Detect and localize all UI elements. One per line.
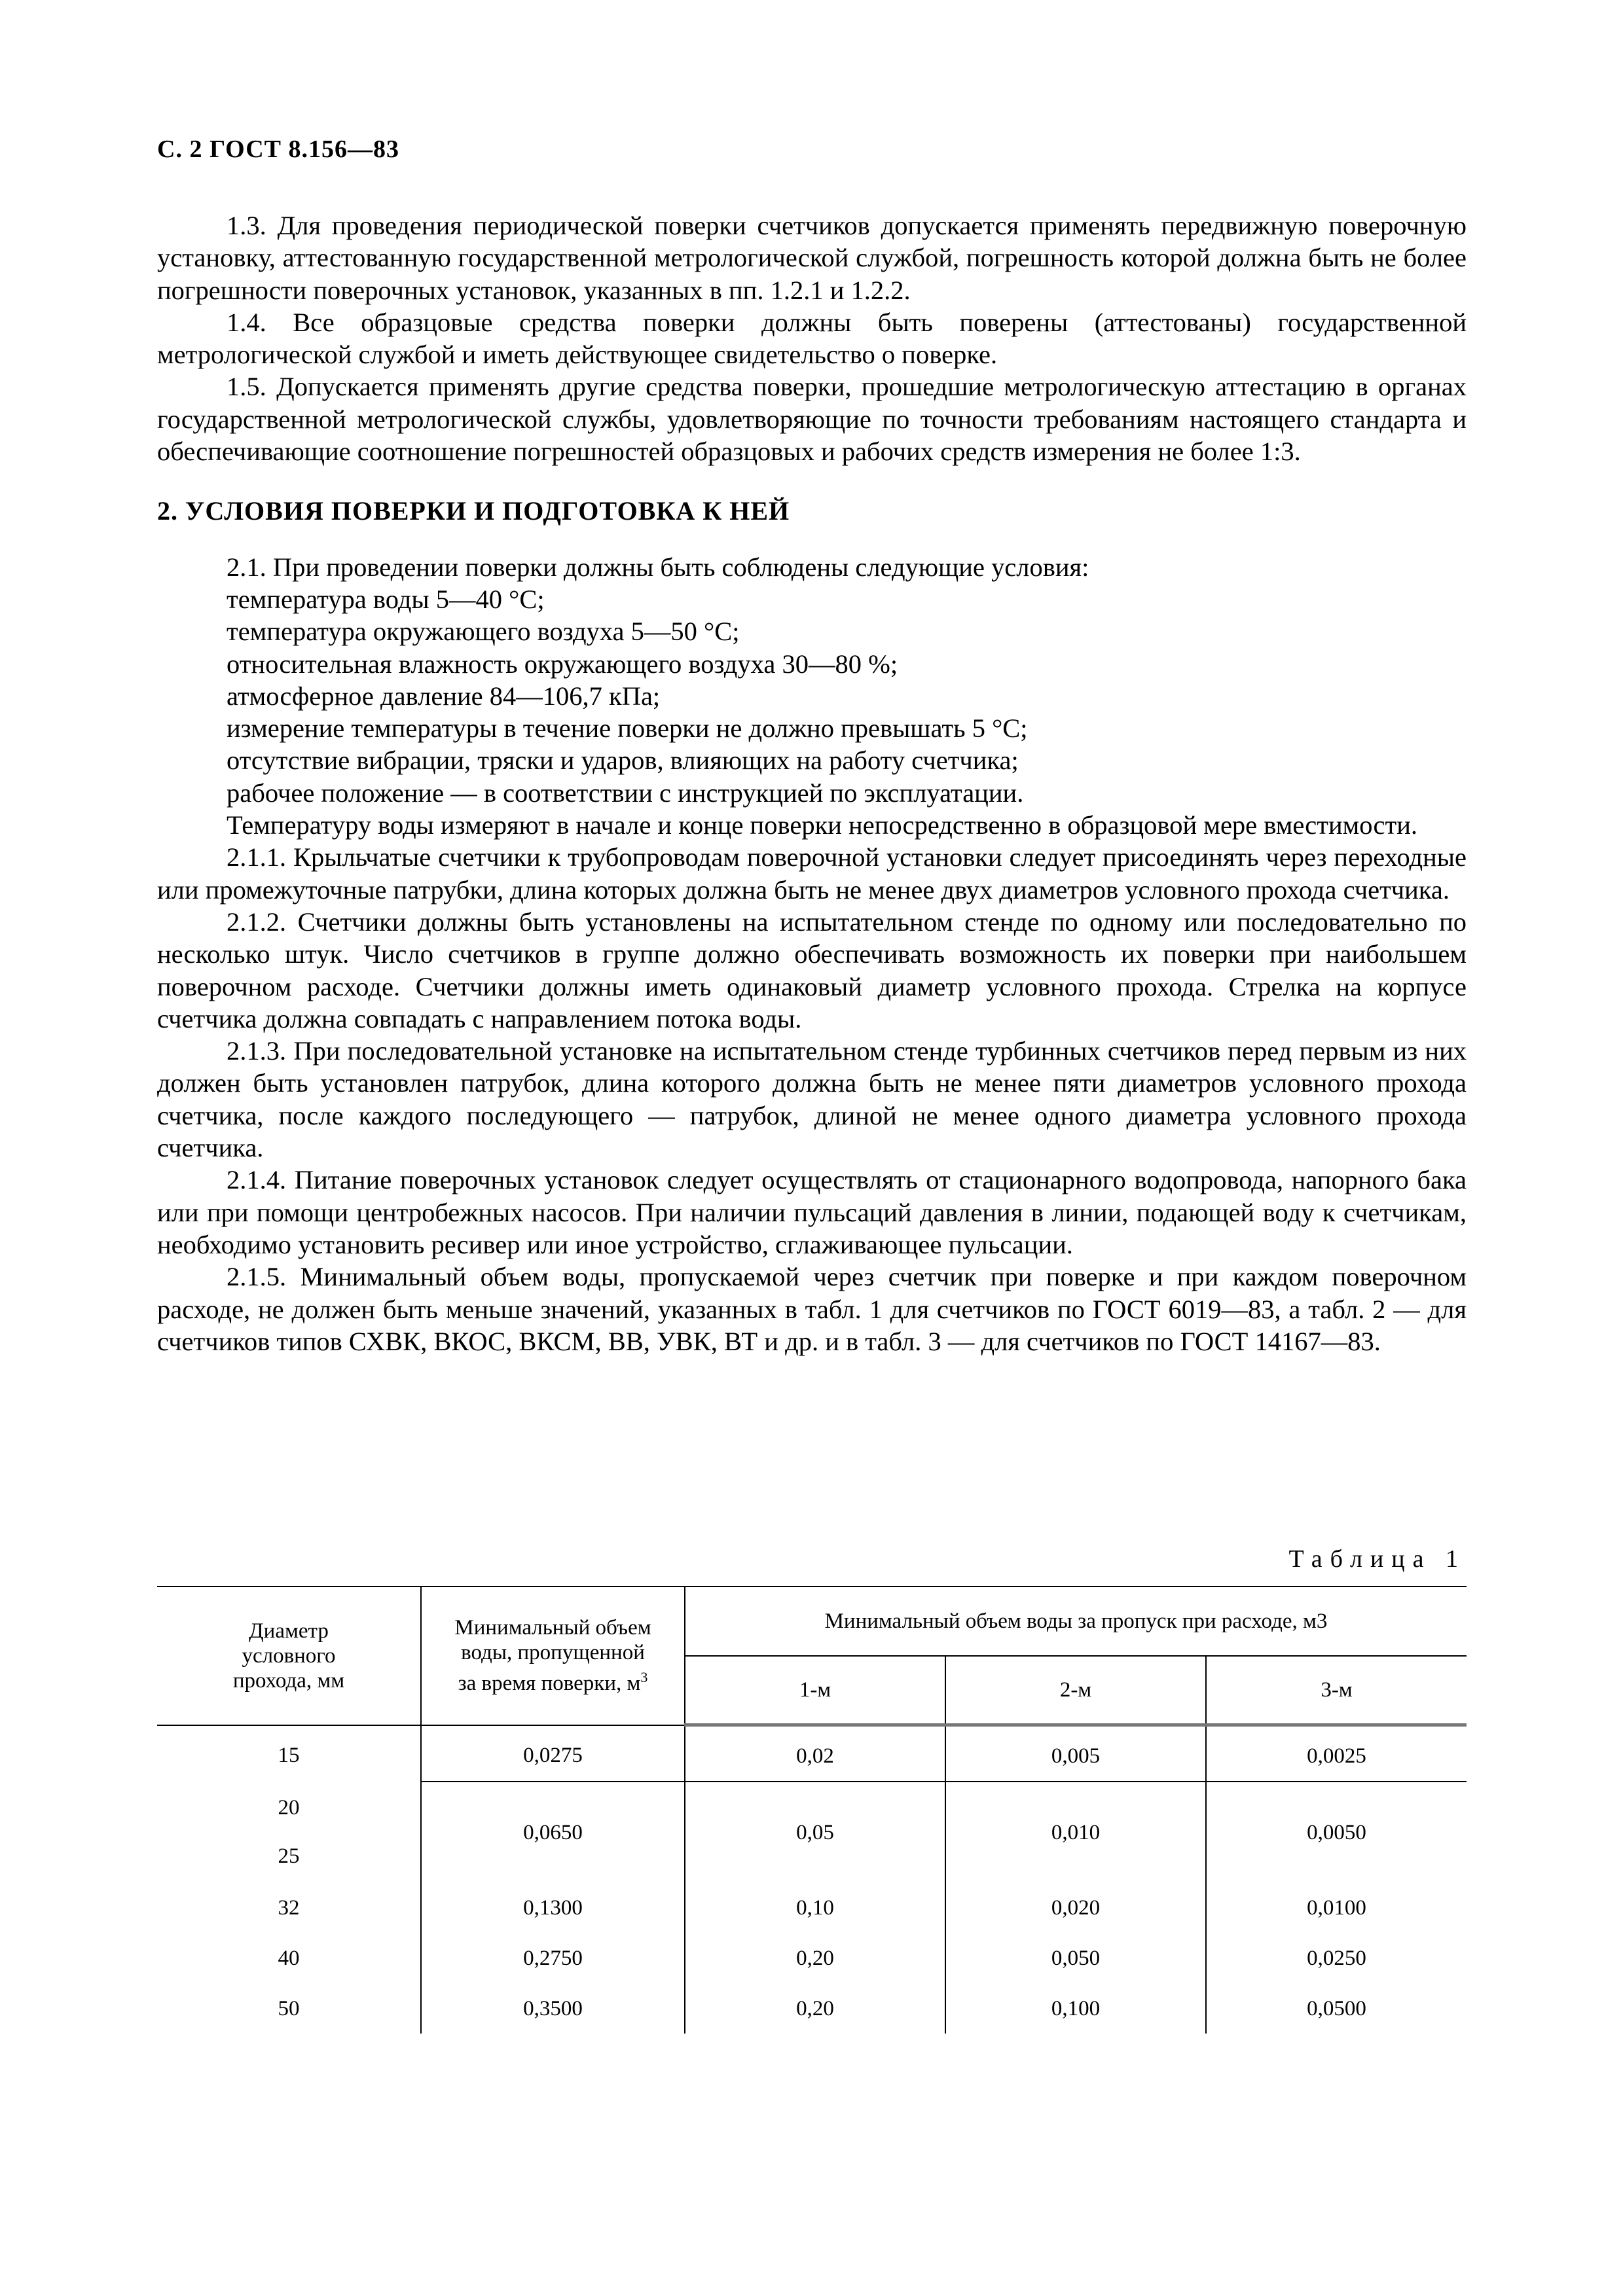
cell-rate-2: 0,020 <box>945 1882 1206 1933</box>
cell-rate-3: 0,0250 <box>1206 1933 1467 1983</box>
cell-diameter: 50 <box>278 1996 300 2020</box>
table-row <box>157 1725 1467 1782</box>
cell-min-volume: 0,1300 <box>421 1882 685 1933</box>
condition-item: атмосферное давление 84—106,7 кПа; <box>227 681 661 711</box>
header-min-volume-text: за время поверки, м <box>458 1672 641 1696</box>
header-diameter-label: Диаметр условного прохода, мм <box>232 1619 345 1693</box>
condition-item: относительная влажность окружающего воздуха 30—80 %; <box>227 649 898 679</box>
condition-item: отсутствие вибрации, тряски и ударов, влияющих на работу счетчика; <box>227 745 1019 776</box>
paragraph-2-1-4: 2.1.4. Питание поверочных установок следует осуществлять от стационарного водопровода, напорного бака или при помощи центробежных насосов. При наличии пульсаций давления в линии, подающей воду к счетчикам, необходимо установить ресивер или иное устройство, сглаживающее пульсации. <box>157 1165 1467 1259</box>
table-row <box>157 1782 1467 1882</box>
header-min-volume <box>421 1587 685 1725</box>
cell-min-volume: 0,2750 <box>421 1933 685 1983</box>
cell-rate-3: 0,0500 <box>1206 1983 1467 2034</box>
header-min-volume-line: Минимальный объем <box>454 1616 651 1640</box>
condition-item: температура воды 5—40 °С; <box>227 584 545 614</box>
table-row <box>157 1933 1467 1983</box>
table-row <box>157 1983 1467 2034</box>
header-per-pass: Минимальный объем воды за пропуск при расходе, м3 <box>685 1587 1467 1656</box>
paragraph-1-3: 1.3. Для проведения периодической поверки счетчиков допускается применять передвижную поверочную установку, аттестованную государственной метрологической службой, погрешность которой должна быть не более погрешности поверочных установок, указанных в пп. 1.2.1 и 1.2.2. <box>157 211 1467 305</box>
header-min-volume-sup: 3 <box>640 1669 648 1686</box>
header-min-volume-line <box>422 1665 684 1696</box>
header-rate-1: 1-м <box>685 1656 945 1725</box>
cell-diameter <box>157 1782 421 1882</box>
header-diameter <box>157 1587 421 1725</box>
cell-rate-2: 0,050 <box>945 1933 1206 1983</box>
paragraph-2-1-1: 2.1.1. Крыльчатые счетчики к трубопроводам поверочной установки следует присоединять через переходные или промежуточные патрубки, длина которых должна быть не менее двух диаметров условного прохода счетчика. <box>157 842 1467 905</box>
cell-rate-1: 0,10 <box>685 1882 945 1933</box>
page-header: С. 2 ГОСТ 8.156—83 <box>157 135 399 163</box>
header-rate-3: 3-м <box>1206 1656 1467 1725</box>
paragraph-1-4: 1.4. Все образцовые средства поверки должны быть поверены (аттестованы) государственной метрологической службой и иметь действующее свидетельство о поверке. <box>157 307 1467 370</box>
cell-rate-2: 0,100 <box>945 1983 1206 2034</box>
document-body <box>157 209 1467 1357</box>
cell-rate-1: 0,20 <box>685 1933 945 1983</box>
header-rate-2: 2-м <box>945 1656 1206 1725</box>
table-caption: Таблица 1 <box>1288 1545 1466 1573</box>
cell-diameter-value: 20 <box>278 1796 300 1820</box>
paragraph-2-1: 2.1. При проведении поверки должны быть соблюдены следующие условия: <box>227 552 1089 582</box>
cell-min-volume: 0,0650 <box>421 1782 685 1882</box>
cell-rate-3: 0,0100 <box>1206 1882 1467 1933</box>
cell-rate-2: 0,010 <box>945 1782 1206 1882</box>
cell-rate-1: 0,20 <box>685 1983 945 2034</box>
paragraph-water-temp: Температуру воды измеряют в начале и конце поверки непосредственно в образцовой мере вместимости. <box>227 810 1418 840</box>
cell-rate-1: 0,05 <box>685 1782 945 1882</box>
cell-rate-3: 0,0025 <box>1206 1725 1467 1782</box>
paragraph-2-1-2: 2.1.2. Счетчики должны быть установлены на испытательном стенде по одному или последовательно по несколько штук. Число счетчиков в группе должно обеспечивать возможность их поверки при наибольшем поверочном расходе. Счетчики должны иметь одинаковый диаметр условного прохода. Стрелка на корпусе счетчика должна совпадать с направлением потока воды. <box>157 906 1467 1033</box>
cell-diameter-value: 25 <box>278 1844 300 1868</box>
cell-min-volume: 0,3500 <box>421 1983 685 2034</box>
paragraph-2-1-5: 2.1.5. Минимальный объем воды, пропускаемой через счетчик при поверке и при каждом поверочном расходе, не должен быть меньше значений, указанных в табл. 1 для счетчиков по ГОСТ 6019—83, а табл. 2 — для счетчиков типов СХВК, ВКОС, ВКСМ, ВВ, УВК, ВТ и др. и в табл. 3 — для счетчиков по ГОСТ 14167—83. <box>157 1262 1467 1356</box>
condition-item: измерение температуры в течение поверки не должно превышать 5 °С; <box>227 713 1028 744</box>
cell-diameter: 32 <box>278 1895 300 1920</box>
cell-rate-2: 0,005 <box>945 1725 1206 1782</box>
cell-min-volume: 0,0275 <box>421 1725 685 1782</box>
table-row <box>157 1882 1467 1933</box>
table-1 <box>157 1586 1467 2034</box>
condition-item: рабочее положение — в соответствии с инструкцией по эксплуатации. <box>227 778 1024 808</box>
paragraph-1-5: 1.5. Допускается применять другие средства поверки, прошедшие метрологическую аттестацию в органах государственной метрологической службы, удовлетворяющие по точности требованиям настоящего стандарта и обеспечивающие соотношение погрешностей образцовых и рабочих средств измерения не более 1:3. <box>157 372 1467 467</box>
cell-rate-1: 0,02 <box>685 1725 945 1782</box>
cell-diameter: 40 <box>278 1946 300 1970</box>
condition-item: температура окружающего воздуха 5—50 °С; <box>227 617 740 647</box>
section-title: 2. УСЛОВИЯ ПОВЕРКИ И ПОДГОТОВКА К НЕЙ <box>157 496 790 526</box>
paragraph-2-1-3: 2.1.3. При последовательной установке на испытательном стенде турбинных счетчиков перед первым из них должен быть установлен патрубок, длина которого должна быть не менее пяти диаметров условного прохода счетчика, после каждого последующего — патрубок, длиной не менее одного диаметра условного прохода счетчика. <box>157 1036 1467 1163</box>
cell-rate-3: 0,0050 <box>1206 1782 1467 1882</box>
cell-diameter: 15 <box>278 1744 300 1768</box>
header-min-volume-line: воды, пропущенной <box>461 1641 645 1665</box>
